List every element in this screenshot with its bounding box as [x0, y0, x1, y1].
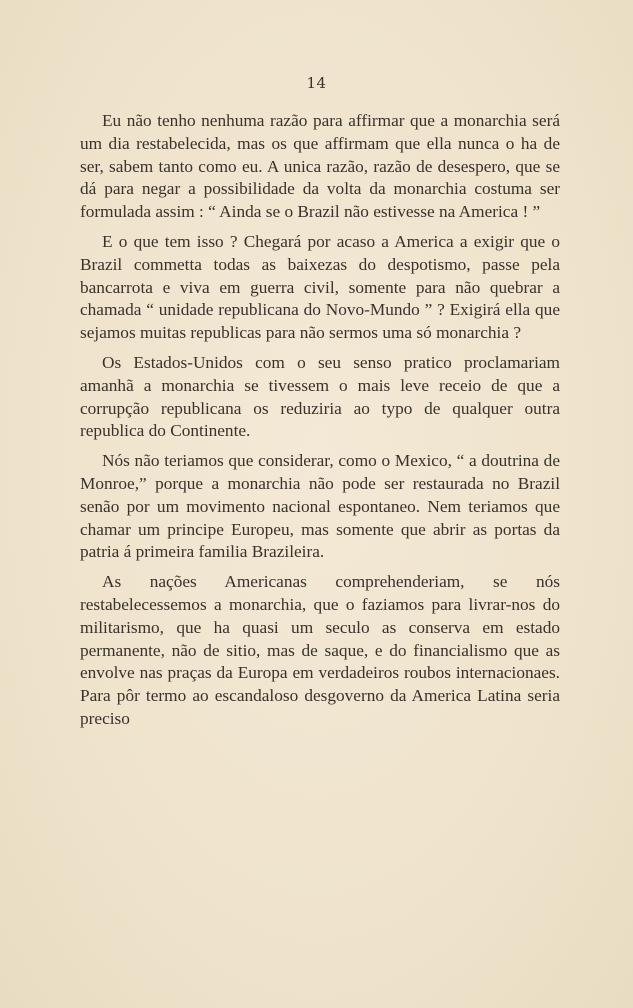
page-number: 14	[306, 74, 327, 92]
paragraph-2: E o que tem isso ? Chegará por acaso a America a exigir que o Brazil commetta todas as baixezas do despotismo, passe pela bancarrota e viva em guerra civil, somente para não quebrar a chamada “ unidade republicana do Novo-Mundo ” ? Exigirá ella que sejamos muitas republicas para não sermos uma só monarchia ?	[80, 231, 560, 343]
page-body	[80, 110, 560, 738]
paragraph-1: Eu não tenho nenhuma razão para affirmar que a monarchia será um dia restabelecida, mas os que affirmam que ella nunca o ha de ser, sabem tanto como eu. A unica razão, razão de desespero, que se dá para negar a possibilidade da volta da monarchia costuma ser formulada assim : “ Ainda se o Brazil não estivesse na America ! ”	[80, 111, 560, 222]
paragraph-3: Os Estados-Unidos com o seu senso pratico proclamariam amanhã a monarchia se tivessem o mais leve receio de que a corrupção republicana os reduziria ao typo de qualquer outra republica do Continente.	[80, 352, 560, 441]
paragraph-5: As nações Americanas comprehenderiam, se nós restabelecessemos a monarchia, que o faziamos para livrar-nos do militarismo, que ha quasi um seculo as conserva em estado permanente, não de sitio, mas de saque, e do financialismo que as envolve nas praças da Europa em verdadeiros roubos internacionaes. Para pôr termo ao escandaloso desgoverno da America Latina seria preciso	[80, 572, 560, 728]
paragraph-4: Nós não teriamos que considerar, como o Mexico, “ a doutrina de Monroe,” porque a monarchia não pode ser restaurada no Brazil senão por um movimento nacional espontaneo. Nem teriamos que chamar um principe Europeu, mas somente que abrir as portas da patria á primeira familia Brazileira.	[80, 451, 560, 562]
